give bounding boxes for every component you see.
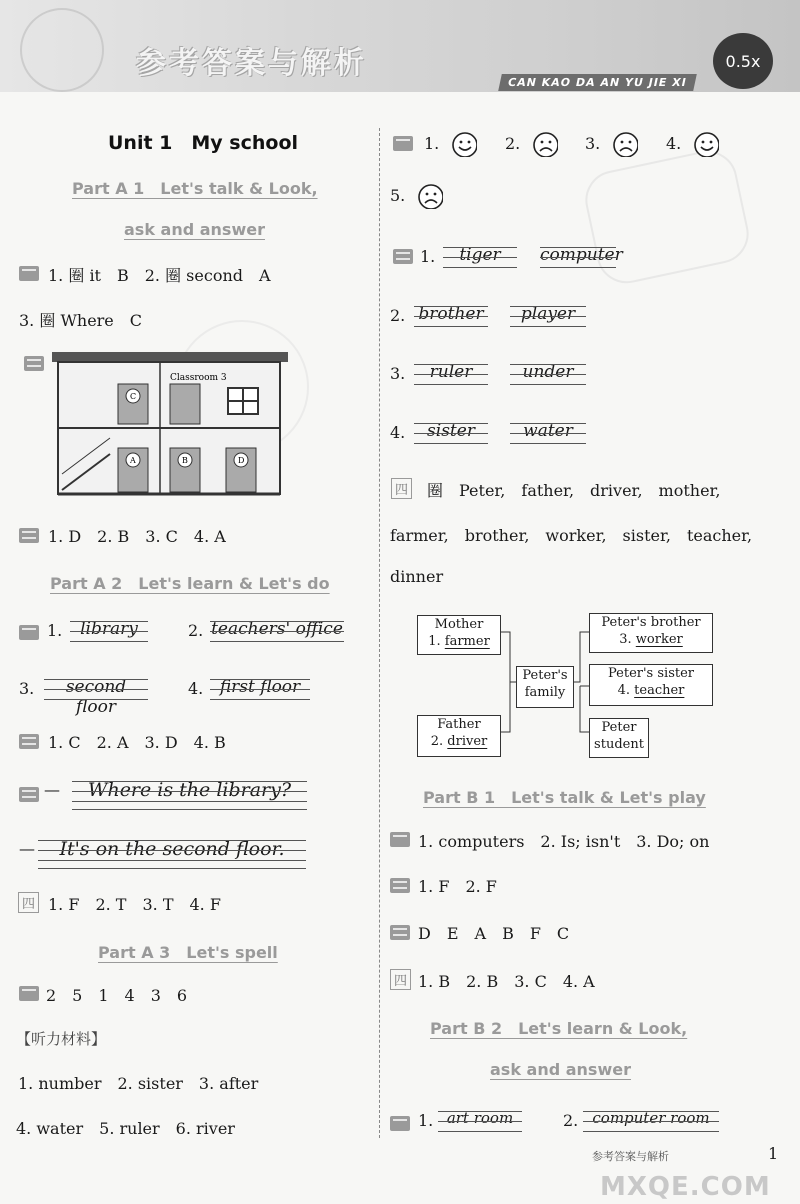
section-four-icon: 四 — [391, 478, 412, 499]
column-divider — [379, 128, 380, 1138]
word-num: 1. — [420, 247, 436, 266]
part-a2-heading: Part A 2 Let's learn & Let's do — [50, 574, 330, 593]
father-box — [417, 715, 501, 757]
a3-order-answers: 2 5 1 4 3 6 — [46, 986, 188, 1005]
peter-box — [589, 718, 649, 758]
copied-word-text: brother — [418, 304, 484, 324]
b2-word1-text: art room — [446, 1109, 514, 1127]
section-two-icon — [19, 734, 39, 749]
face-num: 4. — [666, 134, 682, 153]
door-d-label: D — [238, 456, 245, 465]
header-pinyin: CAN KAO DA AN YU JIE XI — [498, 74, 696, 91]
copied-word-text: ruler — [429, 362, 473, 382]
peter-answer: student — [594, 737, 644, 752]
mother-label: Mother — [434, 617, 484, 632]
header-title: 参考答案与解析 — [136, 46, 367, 81]
section-four-icon: 四 — [390, 969, 411, 990]
word-num: 3. — [390, 364, 406, 383]
word-num: 2. — [390, 306, 406, 325]
sister-num: 4. — [617, 683, 631, 698]
unit-title: Unit 1 My school — [108, 132, 299, 154]
b2-word2 — [583, 1109, 719, 1127]
b1-section3-answers: D E A B F C — [418, 924, 570, 943]
copied-word-text: water — [523, 421, 573, 441]
b2-word1-num: 1. — [418, 1111, 434, 1130]
section-two-icon — [393, 249, 413, 264]
section-one-icon — [390, 832, 410, 847]
copied-word-text: tiger — [459, 245, 501, 265]
copied-word — [510, 362, 586, 382]
b2-word1 — [438, 1109, 522, 1127]
center-label1: Peter's — [522, 668, 568, 683]
copied-word-text: sister — [427, 421, 475, 441]
classroom-label: Classroom 3 — [170, 373, 227, 383]
center-label2: family — [524, 685, 566, 700]
a2-sentence1 — [72, 779, 307, 801]
school-building-illustration — [50, 350, 290, 500]
mother-answer: farmer — [444, 634, 490, 649]
listening-line1: 1. number 2. sister 3. after — [18, 1074, 259, 1093]
copied-word-text: under — [522, 362, 574, 382]
b1-section1-answers: 1. computers 2. Is; isn't 3. Do; on — [418, 832, 710, 851]
door-a-label: A — [130, 456, 136, 465]
part-a1-heading-2: ask and answer — [124, 220, 265, 239]
a2-sentence2 — [38, 838, 306, 860]
door-c-label: C — [130, 392, 137, 401]
section-one-icon — [19, 986, 39, 1001]
a2-word1-num: 1. — [47, 621, 63, 640]
section-one-icon — [19, 266, 39, 281]
s4-line2: farmer, brother, worker, sister, teacher, — [390, 526, 753, 545]
section-three-icon — [390, 925, 410, 940]
section-four-icon: 四 — [18, 892, 39, 913]
mother-box — [417, 615, 501, 655]
page-header — [0, 0, 800, 92]
peters-family-box — [516, 666, 574, 708]
s4-line3: dinner — [390, 567, 444, 586]
dash: — — [19, 839, 35, 858]
sad-face-icon — [417, 183, 443, 209]
a2-word1-text: library — [80, 619, 138, 639]
a2-word3 — [44, 677, 148, 717]
a2-section2-answers: 1. C 2. A 3. D 4. B — [48, 733, 226, 752]
part-b2-heading-2: ask and answer — [490, 1060, 631, 1079]
part-a1-heading: Part A 1 Let's talk & Look, — [72, 179, 318, 198]
footer-label: 参考答案与解析 — [592, 1150, 669, 1163]
copied-word-text: computer — [540, 245, 623, 265]
a2-section4-answers: 1. F 2. T 3. T 4. F — [48, 895, 221, 914]
listening-material-label: 【听力材料】 — [16, 1030, 107, 1048]
a2-word4-text: first floor — [219, 677, 301, 697]
father-label: Father — [437, 717, 481, 732]
copied-word-text: player — [520, 304, 576, 324]
brother-num: 3. — [619, 632, 632, 647]
word-num: 4. — [390, 423, 406, 442]
a2-sentence2-text: It's on the second floor. — [59, 838, 285, 860]
face-num: 1. — [424, 134, 440, 153]
smiley-face-icon — [451, 131, 477, 157]
face-num: 5. — [390, 186, 406, 205]
mother-num: 1. — [428, 634, 441, 649]
a2-word2 — [210, 619, 344, 639]
a2-sentence1-text: Where is the library? — [87, 779, 292, 801]
section-three-icon — [19, 787, 39, 802]
copied-word — [443, 245, 517, 265]
smiley-face-icon — [693, 131, 719, 157]
a2-word4 — [210, 677, 310, 697]
door-b-label: B — [182, 456, 188, 465]
a2-word1 — [70, 619, 148, 639]
door-classroom3 — [170, 384, 200, 424]
sister-answer: teacher — [634, 683, 685, 698]
a2-word3-num: 3. — [19, 679, 35, 698]
roof — [52, 352, 288, 362]
copied-word — [414, 421, 488, 441]
section-two-icon — [390, 878, 410, 893]
b1-section2-answers: 1. F 2. F — [418, 877, 497, 896]
b1-section4-answers: 1. B 2. B 3. C 4. A — [418, 972, 595, 991]
brother-label: Peter's brother — [601, 615, 701, 630]
a2-word2-num: 2. — [188, 621, 204, 640]
sister-box — [589, 664, 713, 706]
brother-answer: worker — [635, 632, 683, 647]
a2-word2-text: teachers' office — [211, 619, 343, 639]
a1-section3-answers: 1. D 2. B 3. C 4. A — [48, 527, 226, 546]
copied-word — [540, 245, 623, 265]
sad-face-icon — [612, 131, 638, 157]
father-num: 2. — [430, 734, 444, 749]
section-three-icon — [19, 528, 39, 543]
b2-word2-text: computer room — [592, 1109, 710, 1127]
copied-word — [510, 304, 586, 324]
part-b1-heading: Part B 1 Let's talk & Let's play — [423, 788, 706, 807]
listening-line2: 4. water 5. ruler 6. river — [16, 1119, 235, 1138]
dash: — — [44, 780, 60, 799]
face-num: 2. — [505, 134, 521, 153]
page-number: 1 — [768, 1144, 779, 1163]
zoom-button[interactable]: 0.5x — [713, 33, 773, 89]
part-b2-heading: Part B 2 Let's learn & Look, — [430, 1019, 688, 1038]
a1-answer-line1: 1. 圈 it B 2. 圈 second A — [48, 266, 271, 285]
b2-word2-num: 2. — [563, 1111, 579, 1130]
s4-line1: 圈 Peter, father, driver, mother, — [427, 481, 721, 500]
sad-face-icon — [532, 131, 558, 157]
copied-word — [414, 362, 488, 382]
brother-box — [589, 613, 713, 653]
copied-word — [510, 421, 586, 441]
section-two-icon — [24, 356, 44, 371]
section-one-icon — [390, 1116, 410, 1131]
a2-word4-num: 4. — [188, 679, 204, 698]
section-one-icon — [19, 625, 39, 640]
a1-answer-line2: 3. 圈 Where C — [19, 311, 143, 330]
copied-word — [414, 304, 488, 324]
face-num: 3. — [585, 134, 601, 153]
sister-label: Peter's sister — [608, 666, 694, 681]
part-a3-heading: Part A 3 Let's spell — [98, 943, 278, 962]
watermark-text: MXQE.COM — [600, 1172, 771, 1202]
a2-word3-text: second floor — [65, 677, 127, 717]
header-decoration — [20, 8, 104, 92]
peter-label: Peter — [601, 720, 637, 735]
father-answer: driver — [447, 734, 488, 749]
section-one-icon — [393, 136, 413, 151]
